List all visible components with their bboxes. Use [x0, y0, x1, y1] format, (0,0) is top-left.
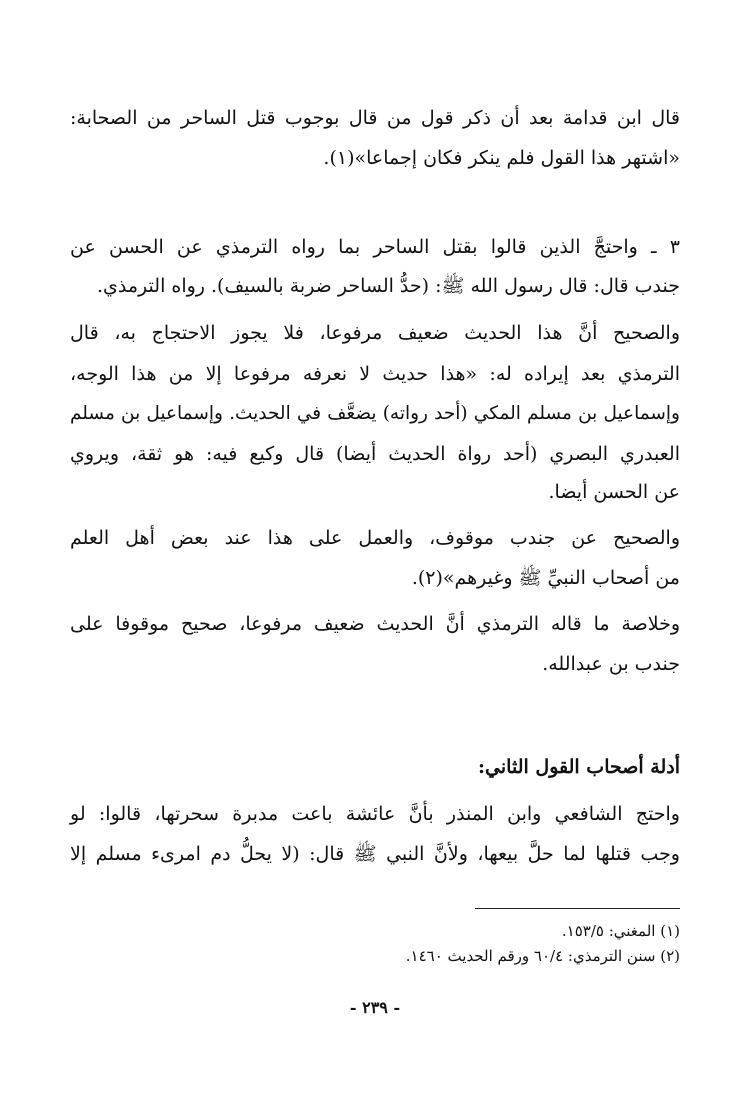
body-line: وخلاصة ما قاله الترمذي أنَّ الحديث ضعيف مرفوعا، صحيح موقوفا على [70, 613, 680, 635]
body-line: عن الحسن أيضا. [548, 481, 680, 503]
body-line: جندب قال: قال رسول الله ﷺ: (حدُّ الساحر ضربة بالسيف). رواه الترمذي. [97, 275, 680, 297]
footnote: (١) المغني: ١٥٣/٥. [561, 922, 680, 940]
body-line: قال ابن قدامة بعد أن ذكر قول من قال بوجوب قتل الساحر من الصحابة: [70, 107, 680, 129]
body-line: وإسماعيل بن مسلم المكي (أحد رواته) يضعَّف في الحديث. وإسماعيل بن مسلم [70, 403, 680, 424]
body-line: والصحيح عن جندب موقوف، والعمل على هذا عند بعض أهل العلم [70, 527, 680, 549]
body-line: جندب بن عبدالله. [542, 653, 680, 675]
book-page [70, 0, 680, 1113]
body-line: واحتج الشافعي وابن المنذر بأنَّ عائشة باعت مدبرة سحرتها، قالوا: لو [70, 803, 680, 825]
page-number: - ٢٣٩ - [349, 998, 401, 1017]
body-line: العبدري البصري (أحد رواة الحديث أيضا) قال وكيع فيه: هو ثقة، ويروي [70, 443, 680, 465]
body-line: ٣ ـ واحتجَّ الذين قالوا بقتل الساحر بما رواه الترمذي عن الحسن عن [70, 236, 680, 258]
body-line: «اشتهر هذا القول فلم ينكر فكان إجماعا»(١). [323, 147, 680, 169]
footnote: (٢) سنن الترمذي: ٦٠/٤ ورقم الحديث ١٤٦٠. [405, 947, 680, 965]
body-line: وجب قتلها لما حلَّ بيعها، ولأنَّ النبي ﷺ قال: (لا يحلُّ دم امرىء مسلم إلا [70, 843, 680, 865]
body-line: من أصحاب النبيِّ ﷺ وغيرهم»(٢). [411, 567, 680, 589]
footnote-separator [475, 908, 680, 909]
body-line: والصحيح أنَّ هذا الحديث ضعيف مرفوعا، فلا يجوز الاحتجاج به، قال [70, 322, 680, 344]
section-heading: أدلة أصحاب القول الثاني: [478, 756, 680, 778]
body-line: الترمذي بعد إيراده له: «هذا حديث لا نعرفه مرفوعا إلا من هذا الوجه، [70, 363, 680, 385]
